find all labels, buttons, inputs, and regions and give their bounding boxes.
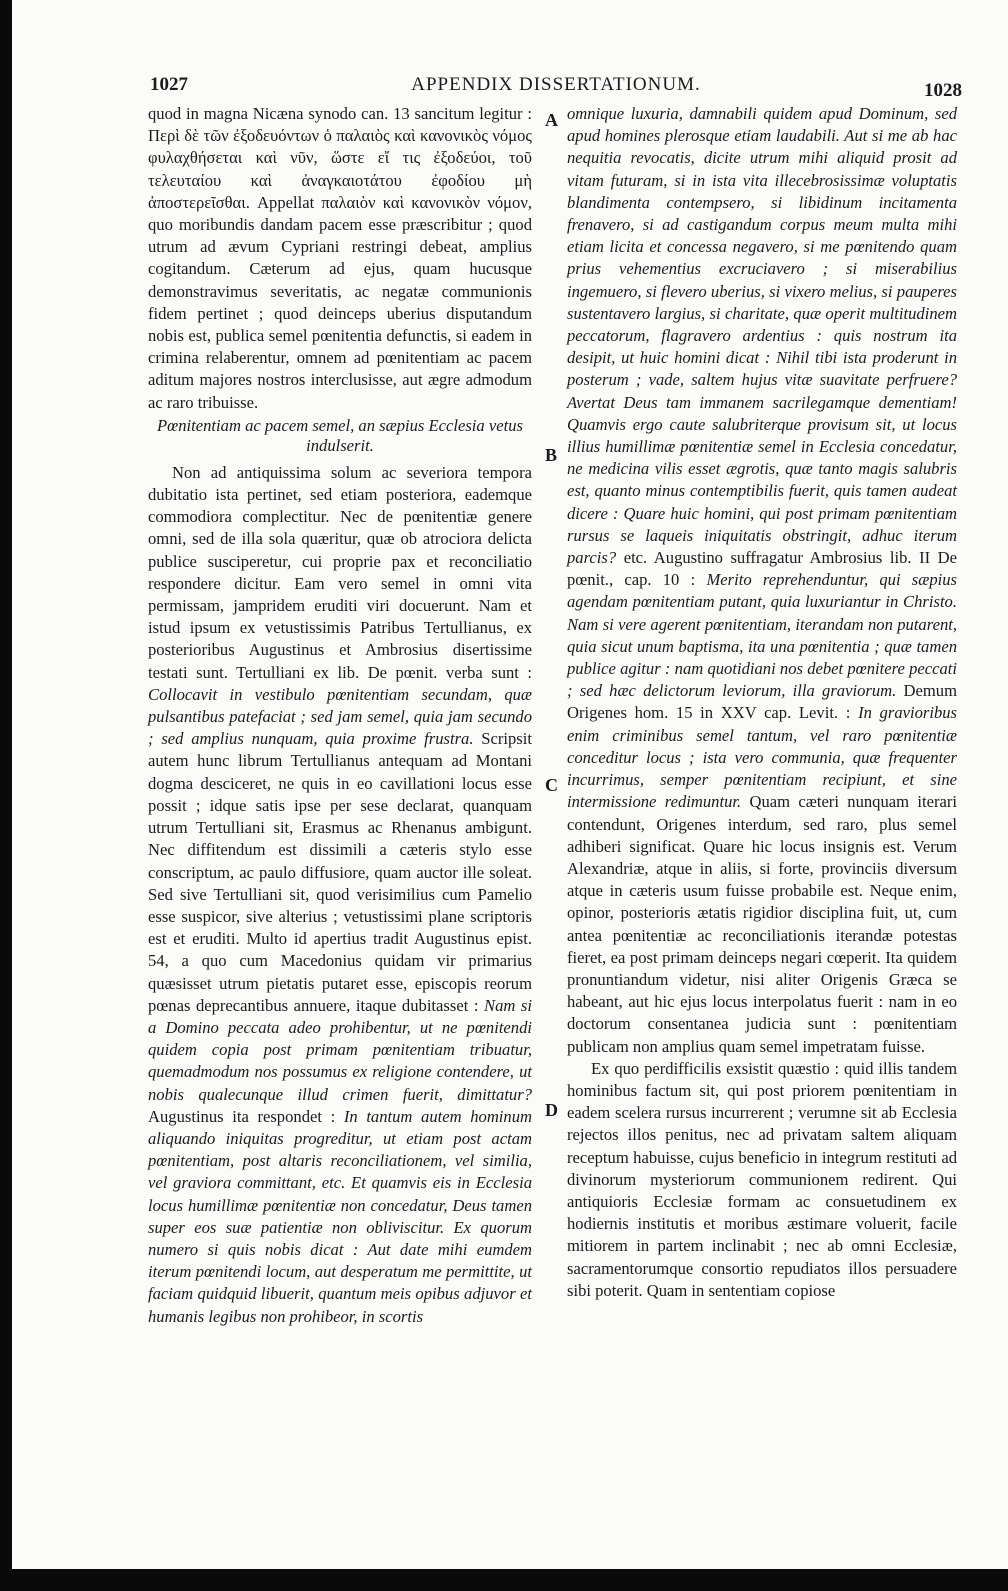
quotation-augustine-cont: omnique luxuria, damnabili quidem apud Dominum, sed apud homines plerosque etiam laudabili. Aut si me ab hac nequitia revocatis, dicite utrum mihi aliquid prosit ad vitam futuram, si in ista vita illecebrosissimæ voluptatis blandimenta contempsero, si libidinum incitamenta frenavero, si ad castigandum corpus meum multa mihi etiam licita et concessa negavero, si me pœnitendo quam prius vehementius excruciavero ; si miserabilius ingemuero, si flevero uberius, si vixero melius, si pauperes sustentavero largius, si charitate, quæ operit multitudinem peccatorum, flagravero ardentius : quis nostrum ita desipit, ut huic homini dicat : Nihil tibi ista proderunt in posterum ; vade, saltem hujus vitæ suavitate perfruere? Avertat Deus tam immanem sacrilegamque dementiam! Quamvis ergo caute salubriterque provisum sit, ut locus illius humillimæ pœnitentiæ semel in Ecclesia concedatur, ne medicina vilis esset ægrotis, quæ tanto magis salubris est, quanto minus contemptibilis fuerit, quis tamen audeat dicere : Quare huic homini, qui post primam pœnitentiam rursus se laqueis iniquitatis obstringit, adhuc iterum parcis? bbox=[567, 104, 957, 568]
scan-edge-left bbox=[0, 0, 12, 1591]
paragraph-nicaea: quod in magna Nicæna synodo can. 13 sancitum legitur : Περὶ δὲ τῶν ἐξοδευόντων ὁ παλαιὸς καὶ κανονικὸς νόμος φυλαχθήσεται καὶ νῦν, ὥστε εἴ τις ἐξοδεύοι, τοῦ τελευταίου καὶ ἀναγκαιοτάτου ἐφοδίου μὴ ἀποστερεῖσθαι. Appellat παλαιὸν καὶ κανονικὸν νόμον, quo moribundis dandam pacem esse præscribitur ; quod utrum ad ævum Cypriani restringi debeat, amplius cogitandum. Cæterum ad ejus, quam hucusque demonstravimus severitatis, ac negatæ communionis fidem pertinet ; quod deinceps uberius disputandum nobis est, publica semel pœnitentia defunctis, si eadem in crimina relaberentur, omnem ad pœnitentiam ac pacem aditum majores nostros interclusisse, aut ægre admodum ac raro tribuisse. bbox=[148, 104, 532, 412]
body-text: Demum Origenes hom. 15 in XXV cap. Levit. : bbox=[567, 681, 957, 723]
body-text: Non ad antiquissima solum ac severiora tempora dubitatio ista pertinet, sed etiam posteriora, eademque commodiora complectitur. Nec de pœnitentiæ genere omni, sed de illa sola quæritur, quæ ob atrociora delicta publice susciperetur, cui proprie pax et reconciliatio respondere dicitur. Eam vero semel in omni vita permissam, jampridem eruditi viri docuerunt. Nam et istud ipsum ex vetustissimis Patribus Tertullianus, ex posterioribus Augustinus et Ambrosius disertissime testati sunt. Tertulliani ex lib. De pœnit. verba sunt : bbox=[148, 462, 532, 682]
margin-letter-c: C bbox=[545, 775, 558, 795]
quotation-origen: In gravioribus enim criminibus semel tantum, vel raro pœnitentiæ conceditur locus ; ista vero communia, quæ frequenter incurrimus, semper pœnitentiam recipiunt, et sine intermissione redimuntur. bbox=[567, 703, 958, 812]
paragraph-continuation bbox=[567, 103, 957, 1058]
right-column bbox=[567, 103, 957, 1302]
quotation-tertullian: Collocavit in vestibulo pœnitentiam secundam, quæ pulsantibus patefaciat ; sed jam semel, quia jam secundo ; sed amplius nunquam, quia proxime frustra. bbox=[148, 684, 532, 749]
page-number-right: 1028 bbox=[924, 80, 962, 101]
quotation-macedonius: Nam si a Domino peccata adeo prohibentur, ut ne pœnitendi quidem copia post primam pœnitentiam tribuatur, quemadmodum nos possumus ex religione contendere, ut nobis qualecunque illud crimen fuerit, dimittatur? bbox=[148, 995, 532, 1104]
margin-letter-b: B bbox=[545, 445, 558, 465]
paragraph-penitence bbox=[148, 462, 532, 1328]
margin-letter-d: D bbox=[545, 1100, 558, 1120]
page-header bbox=[150, 74, 962, 102]
running-title: APPENDIX DISSERTATIONUM. bbox=[411, 74, 701, 95]
section-heading: Pœnitentiam ac pacem semel, an sæpius Ecclesia vetus indulserit. bbox=[157, 415, 523, 455]
left-column bbox=[148, 103, 532, 1328]
body-text: Scripsit autem hunc librum Tertullianus antequam ad Montani dogma desciceret, ne quis in eo cavillationi locus esse possit ; idque satis ipse per sese declarat, quanquam utrum Tertulliani sit, Erasmus ac Rhenanus ambigunt. Nec diffitendum est dissimili a cæteris stylo esse conscriptum, ac paulo diffusiore, quam auctor ille soleat. Sed sive Tertulliani sit, quod verisimilius cum Pamelio esse suspicor, sive alterius ; vetustissimi plane scriptoris est et eruditi. Multo id apertius tradit Augustinus epist. 54, a quo cum Macedonius quidam vir primarius quæsisset utrum pietatis putaret esse, episcopis reorum pœnas deprecantibus annuere, itaque dubitasset : bbox=[148, 729, 532, 1015]
body-text: Augustinus ita respondet : bbox=[148, 1106, 336, 1126]
paragraph-question: Ex quo perdifficilis exsistit quæstio : quid illis tandem hominibus factum sit, qui post priorem pœnitentiam in eadem scelera rursus incurrerent ; verumne sit ab Ecclesia rejectos illos penitus, nec ad privatam saltem aliquam receptum habuisse, cujus beneficio in integrum restituti ad divinorum mysteriorum communionem redirent. Qui antiquioris Ecclesiæ formam ac consuetudinem ex hodiernis institutis et moribus æstimare voluerit, facile mitiorem in partem inclinabit ; nec ab omni Ecclesiæ, sacramentorumque consortio repudiatos illos persuadere sibi poterit. Quam in sententiam copiose bbox=[567, 1058, 957, 1300]
page-number-left: 1027 bbox=[150, 74, 188, 95]
quotation-ambrose: Merito reprehenduntur, qui sæpius agendam pœnitentiam putant, quia luxuriantur in Christo. Nam si vere agerent pœnitentiam, iterandam non putarent, quia sicut unum baptisma, ita una pœnitentia ; quæ tamen publice agitur : nam quotidiani nos debet pœnitere peccati ; sed hæc delictorum leviorum, illa graviorum. bbox=[567, 570, 957, 701]
margin-letter-a: A bbox=[545, 110, 558, 130]
body-text: Quam cæteri nunquam iterari contendunt, Origenes interdum, sed raro, plus semel adhiberi significat. Quare hic locus insignis est. Verum Alexandriæ, atque in aliis, si forte, provinciis diversum atque in cæteris usum fuisse probabile est. Neque enim, opinor, posterioris ætatis rigidior disciplina fuit, ut, cum antea pœnitentiæ ac reconciliationis iterandæ potestas fieret, ea post primam deinceps negari cœperit. Ita quidem pronuntiandum videtur, nisi aliter Origenis Græca se habeant, aut hic ejus locus interpolatus fuerit : nam in eo doctorum consentanea judicia sunt : pœnitentiam publicam non amplius quam semel impetratam fuisse. bbox=[567, 792, 958, 1056]
quotation-augustine: In tantum autem hominum aliquando iniquitas progreditur, ut etiam post actam pœnitentiam, post altaris reconciliationem, vel similia, vel graviora committant, etc. Et quamvis eis in Ecclesia locus humillimæ pœnitentiæ non concedatur, Deus tamen super eos suæ patientiæ non obliviscitur. Ex quorum numero si quis nobis dicat : Aut date mihi eumdem iterum pœnitendi locum, aut desperatum me permittite, ut faciam quidquid libuerit, quantum meis opibus adjuvor et humanis legibus non prohibeor, in scortis bbox=[148, 1106, 532, 1326]
scan-edge-bottom bbox=[0, 1569, 1008, 1591]
body-text: etc. Augustino suffragatur Ambrosius lib. II De pœnit., cap. 10 : bbox=[567, 548, 957, 590]
